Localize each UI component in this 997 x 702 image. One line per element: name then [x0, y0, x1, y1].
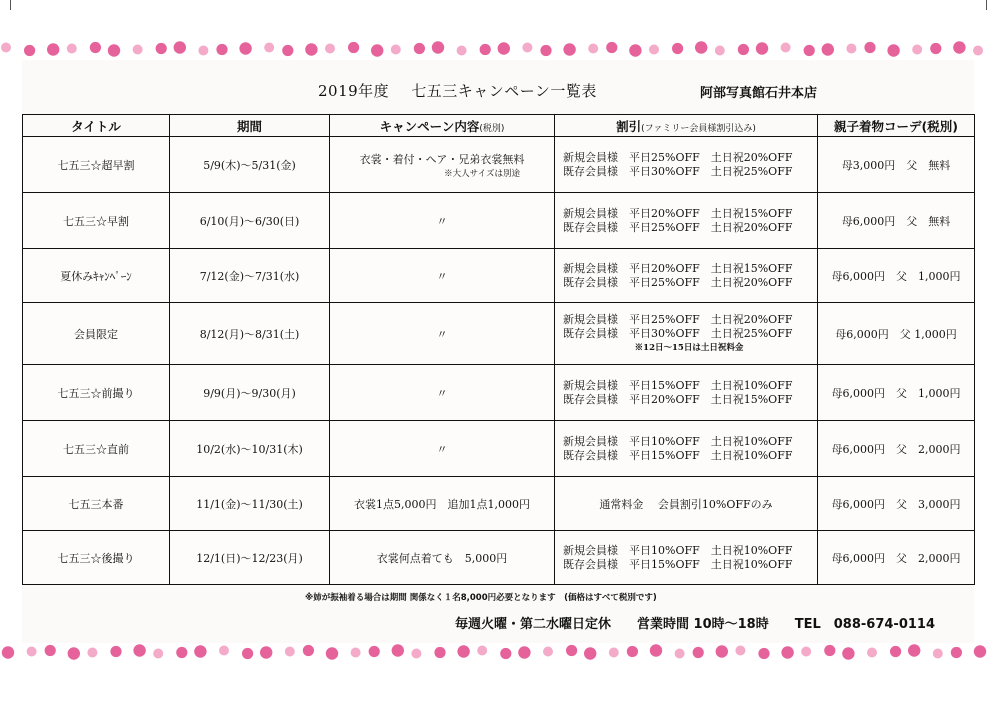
- pink-dot: [627, 646, 638, 657]
- pink-dot: [156, 43, 167, 54]
- pink-dot: [434, 647, 445, 658]
- pink-dot: [477, 646, 487, 656]
- pink-dot: [369, 646, 380, 657]
- pink-dot: [457, 46, 467, 56]
- pink-dot: [518, 646, 530, 658]
- period-cell: 12/1(日)～12/23(月): [170, 531, 330, 585]
- pink-dot: [864, 42, 875, 53]
- footer-info: [455, 613, 935, 632]
- table-header-row: [23, 115, 975, 137]
- pink-dot: [804, 45, 815, 56]
- campaign-table: [22, 114, 975, 585]
- pink-dot: [457, 645, 469, 657]
- parent-kimono-cell: 母6,000円 父 無料: [818, 193, 975, 249]
- pink-dot: [47, 43, 59, 55]
- content-text: 〃: [436, 442, 448, 456]
- pink-dot: [672, 43, 683, 54]
- pink-dot: [650, 644, 662, 656]
- pink-dot: [908, 644, 920, 656]
- pink-dot: [351, 648, 361, 658]
- pink-dot: [480, 44, 491, 55]
- pink-dot: [801, 647, 811, 657]
- footnote: ※姉が振袖着る場合は期間 関係なく１名8,000円必要となります (価格はすべて税別です): [305, 593, 657, 603]
- pink-dot: [391, 45, 401, 55]
- pink-dot: [584, 647, 596, 659]
- content-cell: [330, 421, 555, 477]
- pink-dot: [951, 647, 962, 658]
- header-discount-label: 割引: [616, 118, 642, 134]
- pink-dot: [371, 44, 383, 56]
- discount-cell: [555, 303, 818, 365]
- pink-dot: [758, 648, 769, 659]
- pink-dot: [411, 649, 421, 659]
- pink-dot: [781, 43, 791, 53]
- table-row: [23, 193, 975, 249]
- pink-dot: [67, 44, 77, 54]
- discount-cell: [555, 193, 818, 249]
- discount-line: 既存会員様 平日30%OFF 土日祝25%OFF: [563, 164, 793, 178]
- pink-dot: [953, 41, 965, 53]
- parent-kimono-cell: 母6,000円 父 2,000円: [818, 531, 975, 585]
- header-content-note: (税別): [479, 123, 505, 134]
- pink-dot: [781, 646, 793, 658]
- pink-dot: [695, 41, 707, 53]
- pink-dot: [305, 43, 317, 55]
- pink-dot: [846, 44, 856, 54]
- closed-days: 毎週火曜・第二水曜日定休: [455, 617, 612, 632]
- header-content: [330, 115, 555, 137]
- period-cell: 8/12(月)～8/31(土): [170, 303, 330, 365]
- pink-dot: [392, 644, 404, 656]
- discount-cell: [555, 365, 818, 421]
- header-title: タイトル: [23, 115, 170, 137]
- discount-line: 新規会員様 平日20%OFF 土日祝15%OFF: [563, 261, 793, 275]
- content-cell: [330, 477, 555, 531]
- store-name: 阿部写真館石井本店: [700, 86, 818, 101]
- pink-dot: [824, 645, 835, 656]
- content-text: 〃: [436, 214, 448, 228]
- discount-line: 通常料金 会員割引10%OFFのみ: [599, 497, 773, 511]
- discount-cell: [555, 477, 818, 531]
- pink-dot: [45, 645, 56, 656]
- period-cell: 6/10(月)～6/30(日): [170, 193, 330, 249]
- discount-line: 新規会員様 平日10%OFF 土日祝10%OFF: [563, 434, 793, 448]
- period-cell: 10/2(水)～10/31(木): [170, 421, 330, 477]
- campaign-title-cell: 会員限定: [23, 303, 170, 365]
- table-body: [23, 137, 975, 585]
- pink-dot-border-top: [0, 38, 997, 60]
- pink-dot: [735, 646, 745, 656]
- crop-mark-right: [986, 0, 997, 10]
- pink-dot: [108, 44, 120, 56]
- campaign-title-cell: 七五三本番: [23, 477, 170, 531]
- pink-dot: [219, 646, 229, 656]
- campaign-title-cell: 七五三☆超早割: [23, 137, 170, 193]
- discount-line: 新規会員様 平日25%OFF 土日祝20%OFF: [563, 150, 793, 164]
- pink-dot: [303, 645, 314, 656]
- content-cell: [330, 303, 555, 365]
- pink-dot: [540, 45, 551, 56]
- pink-dot: [153, 649, 163, 659]
- content-text: 〃: [436, 269, 448, 283]
- discount-line: 新規会員様 平日20%OFF 土日祝15%OFF: [563, 206, 793, 220]
- campaign-title-cell: 七五三☆直前: [23, 421, 170, 477]
- parent-kimono-cell: 母6,000円 父 1,000円: [818, 365, 975, 421]
- pink-dot: [432, 41, 444, 53]
- discount-cell: [555, 137, 818, 193]
- pink-dot: [282, 45, 293, 56]
- title-year: 2019年度: [318, 82, 390, 100]
- parent-kimono-cell: 母6,000円 父 2,000円: [818, 421, 975, 477]
- content-text: 衣裳1点5,000円 追加1点1,000円: [354, 497, 530, 511]
- pink-dot: [867, 648, 877, 658]
- table-row: [23, 477, 975, 531]
- pink-dot: [675, 649, 685, 659]
- pink-dot: [629, 44, 641, 56]
- pink-dot: [260, 646, 272, 658]
- campaign-title-cell: 夏休みｷｬﾝﾍﾟｰﾝ: [23, 249, 170, 303]
- pink-dot: [756, 42, 768, 54]
- discount-line: 新規会員様 平日25%OFF 土日祝20%OFF: [563, 312, 793, 326]
- pink-dot: [715, 46, 725, 56]
- table-row: [23, 303, 975, 365]
- pink-dot: [68, 647, 80, 659]
- content-cell: [330, 365, 555, 421]
- pink-dot: [588, 44, 598, 54]
- header-discount: [555, 115, 818, 137]
- discount-extra-note: ※12日～15日は土日祝料金: [634, 342, 744, 353]
- discount-line: 既存会員様 平日25%OFF 土日祝20%OFF: [563, 220, 793, 234]
- business-hours: 営業時間 10時～18時: [637, 617, 769, 632]
- pink-dot: [693, 647, 704, 658]
- content-cell: [330, 531, 555, 585]
- pink-dot: [176, 647, 187, 658]
- pink-dot: [325, 44, 335, 54]
- discount-line: 既存会員様 平日20%OFF 土日祝15%OFF: [563, 392, 793, 406]
- pink-dot: [326, 647, 338, 659]
- pink-dot: [242, 648, 253, 659]
- title-main: 七五三キャンペーン一覧表: [411, 82, 597, 100]
- content-subnote: ※大人サイズは別途: [444, 168, 520, 179]
- period-cell: 7/12(金)～7/31(水): [170, 249, 330, 303]
- discount-line: 新規会員様 平日10%OFF 土日祝10%OFF: [563, 543, 793, 557]
- pink-dot: [887, 44, 899, 56]
- pink-dot: [239, 42, 251, 54]
- pink-dot: [933, 649, 943, 659]
- header-parent-kimono: 親子着物コーデ(税別): [818, 115, 975, 137]
- pink-dot: [822, 43, 834, 55]
- pink-dot: [973, 46, 983, 56]
- discount-cell: [555, 249, 818, 303]
- campaign-title-cell: 七五三☆前撮り: [23, 365, 170, 421]
- discount-line: 既存会員様 平日25%OFF 土日祝20%OFF: [563, 275, 793, 289]
- discount-line: 既存会員様 平日15%OFF 土日祝10%OFF: [563, 557, 793, 571]
- discount-cell: [555, 531, 818, 585]
- pink-dot: [414, 43, 425, 54]
- table-row: [23, 249, 975, 303]
- pink-dot: [738, 44, 749, 55]
- pink-dot: [24, 45, 35, 56]
- period-cell: 11/1(金)～11/30(土): [170, 477, 330, 531]
- pink-dot: [500, 648, 511, 659]
- parent-kimono-cell: 母6,000円 父 1,000円: [818, 303, 975, 365]
- discount-cell: [555, 421, 818, 477]
- campaign-title-cell: 七五三☆早割: [23, 193, 170, 249]
- phone-number: TEL 088-674-0114: [794, 617, 936, 632]
- pink-dot: [285, 647, 295, 657]
- period-cell: 9/9(月)～9/30(月): [170, 365, 330, 421]
- pink-dot: [649, 45, 659, 55]
- pink-dot: [87, 648, 97, 658]
- content-text: 衣裳・着付・ヘア・兄弟衣裳無料: [359, 152, 525, 166]
- parent-kimono-cell: 母3,000円 父 無料: [818, 137, 975, 193]
- header-content-label: キャンペーン内容: [379, 118, 480, 134]
- header-period: 期間: [170, 115, 330, 137]
- pink-dot: [90, 42, 101, 53]
- pink-dot: [27, 647, 37, 657]
- parent-kimono-cell: 母6,000円 父 3,000円: [818, 477, 975, 531]
- campaign-title-cell: 七五三☆後撮り: [23, 531, 170, 585]
- pink-dot: [498, 42, 510, 54]
- discount-line: 既存会員様 平日30%OFF 土日祝25%OFF: [563, 326, 793, 340]
- pink-dot-border-bottom: [0, 641, 997, 663]
- parent-kimono-cell: 母6,000円 父 1,000円: [818, 249, 975, 303]
- discount-line: 既存会員様 平日15%OFF 土日祝10%OFF: [563, 448, 793, 462]
- table-row: [23, 531, 975, 585]
- pink-dot: [890, 646, 901, 657]
- pink-dot: [1, 43, 11, 53]
- pink-dot: [606, 42, 617, 53]
- period-cell: 5/9(木)～5/31(金): [170, 137, 330, 193]
- pink-dot: [216, 44, 227, 55]
- content-cell: [330, 137, 555, 193]
- discount-line: 新規会員様 平日15%OFF 土日祝10%OFF: [563, 378, 793, 392]
- crop-mark-left: [0, 0, 11, 10]
- page-title: [318, 80, 597, 101]
- pink-dot: [194, 645, 206, 657]
- pink-dot: [198, 46, 208, 56]
- pink-dot: [563, 43, 575, 55]
- content-text: 〃: [436, 327, 448, 341]
- table-row: [23, 421, 975, 477]
- pink-dot: [264, 43, 274, 53]
- pink-dot: [716, 645, 728, 657]
- pink-dot: [609, 648, 619, 658]
- pink-dot: [930, 43, 941, 54]
- header-discount-note: (ファミリー会員様割引込み): [641, 123, 756, 134]
- pink-dot: [110, 646, 121, 657]
- content-cell: [330, 249, 555, 303]
- pink-dot: [912, 45, 922, 55]
- content-text: 衣裳何点着ても 5,000円: [376, 551, 508, 565]
- pink-dot: [522, 43, 532, 53]
- table-row: [23, 137, 975, 193]
- content-text: 〃: [436, 386, 448, 400]
- pink-dot: [842, 647, 854, 659]
- table-row: [23, 365, 975, 421]
- content-cell: [330, 193, 555, 249]
- pink-dot: [974, 645, 986, 657]
- pink-dot: [133, 644, 145, 656]
- pink-dot: [348, 42, 359, 53]
- pink-dot: [133, 45, 143, 55]
- pink-dot: [2, 646, 14, 658]
- pink-dot: [566, 645, 577, 656]
- pink-dot: [174, 41, 186, 53]
- pink-dot: [543, 647, 553, 657]
